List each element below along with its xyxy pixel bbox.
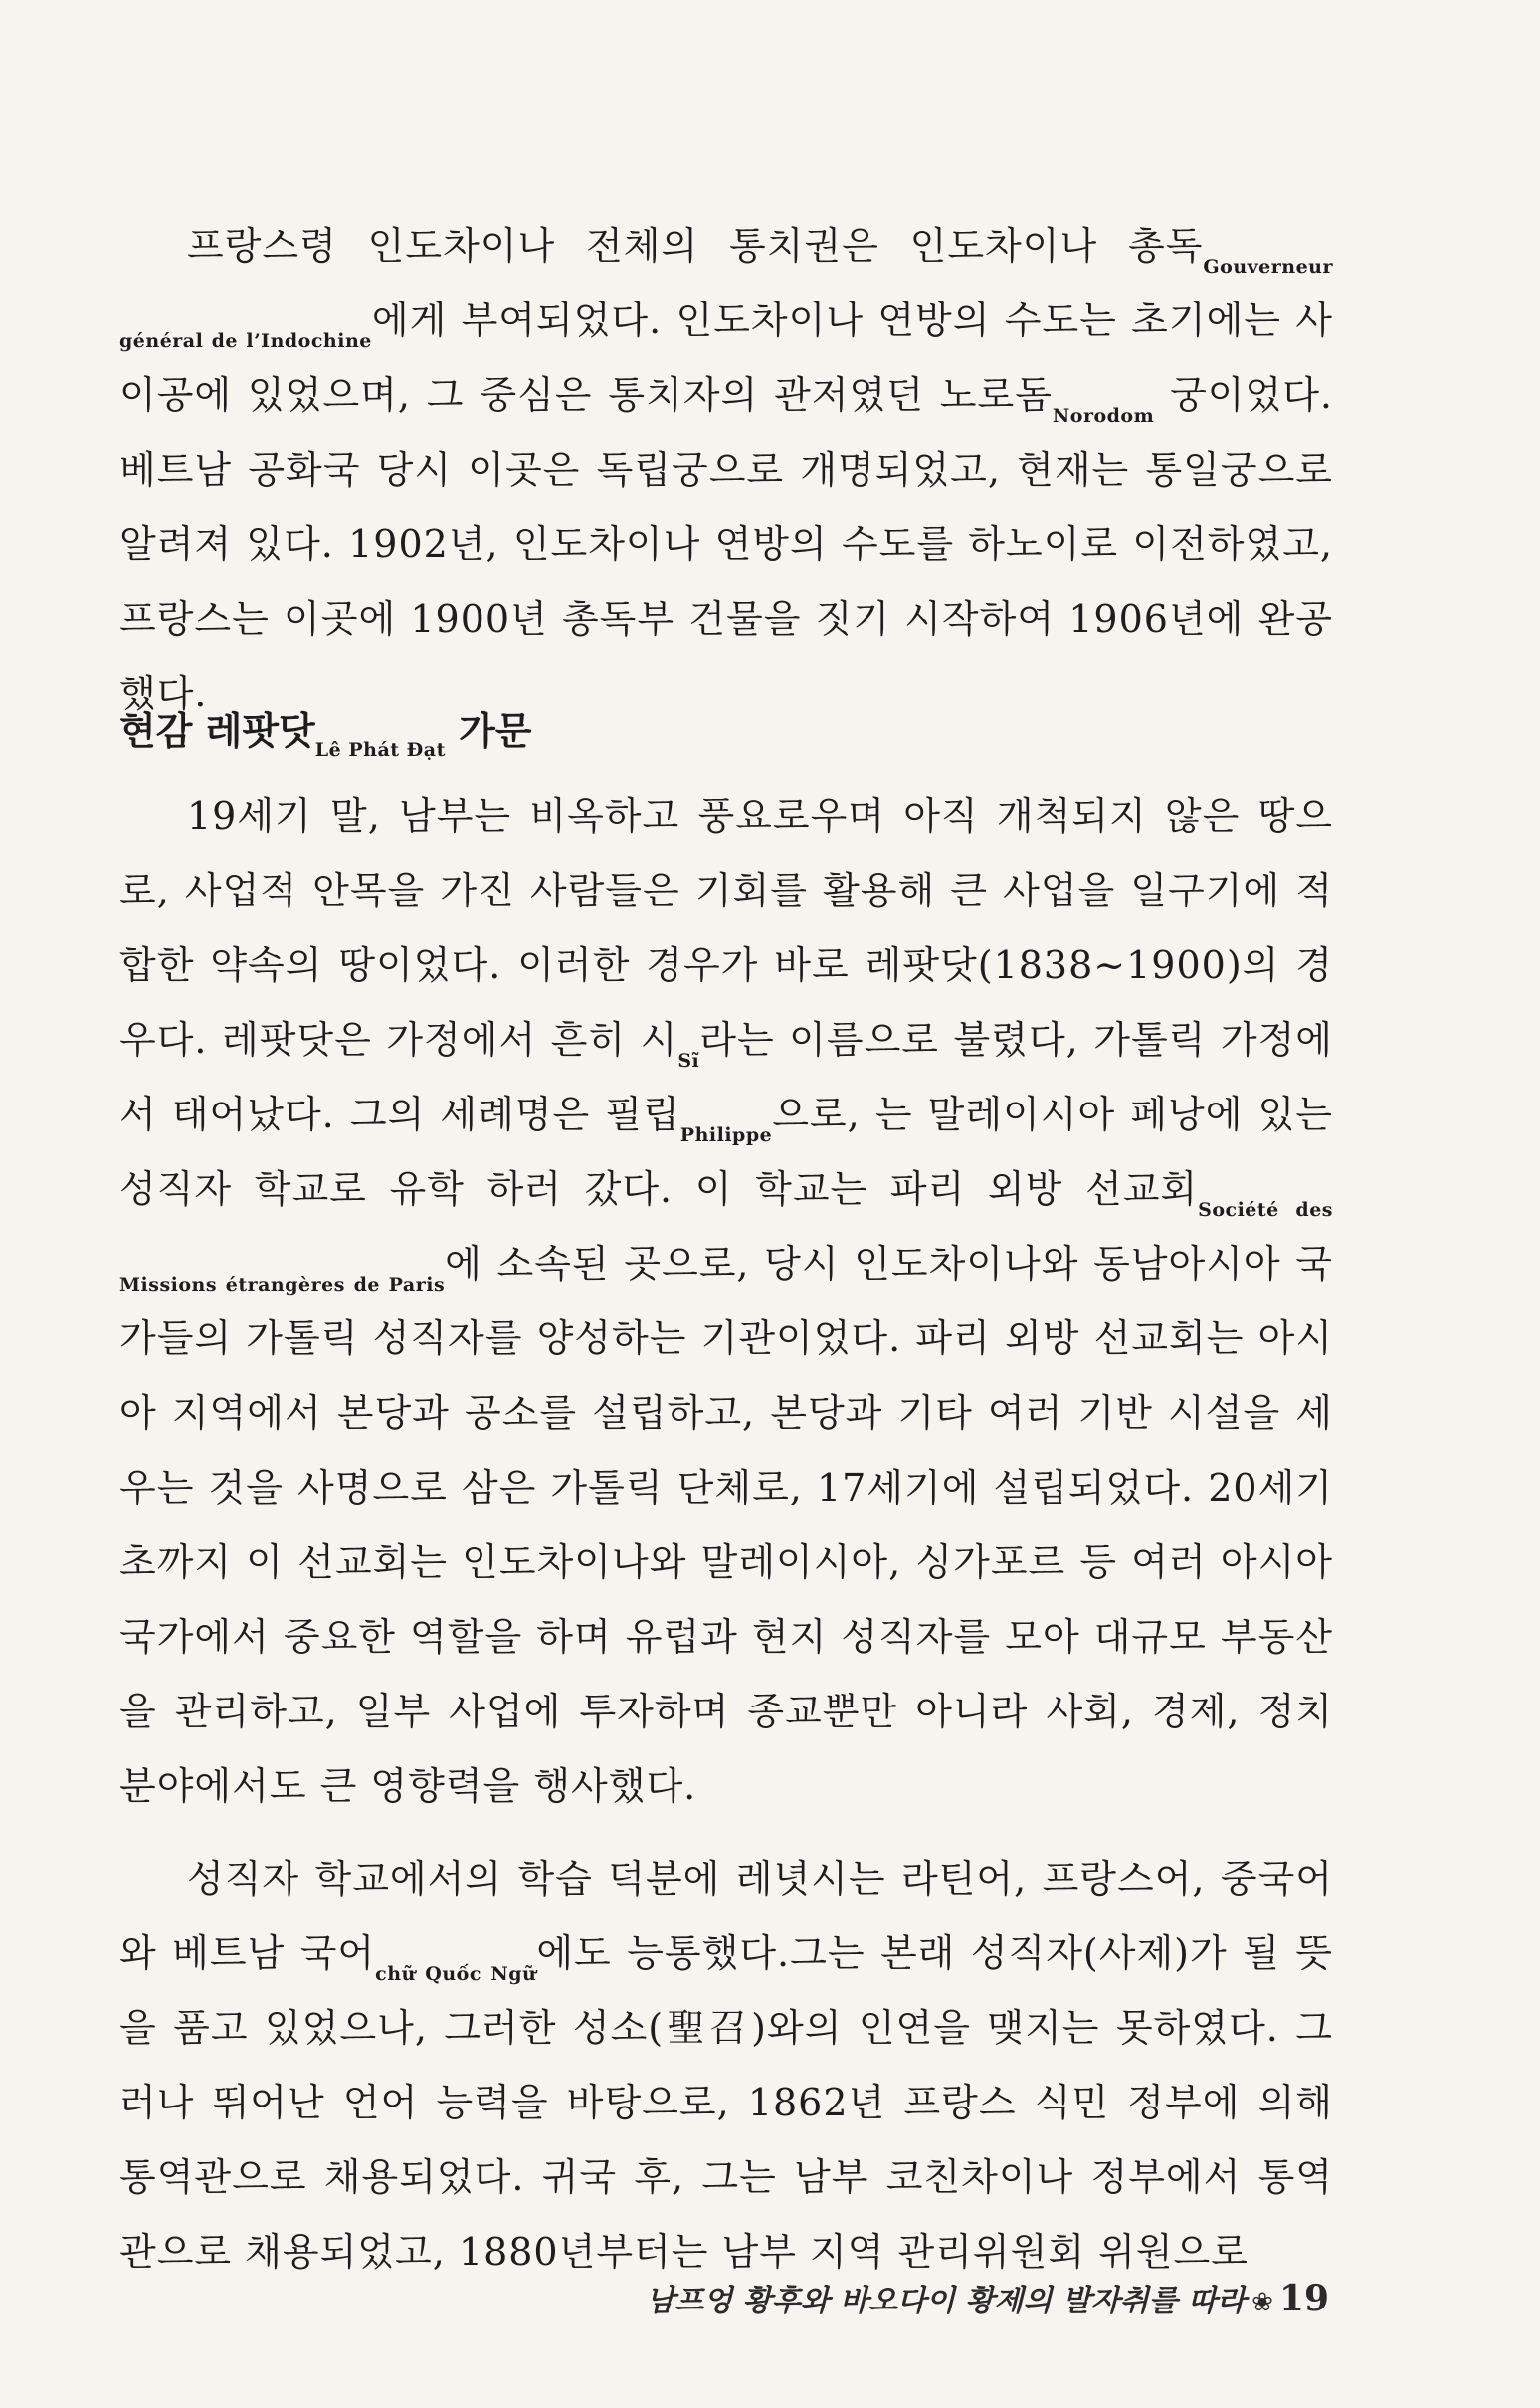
subscript-le-phat-dat: Lê Phát Đạt: [314, 739, 446, 761]
running-title: 남프엉 황후와 바오다이 황제의 발자취를 따라: [646, 2284, 1247, 2318]
para2-text-1: 성직자 학교에서의 학습 덕분에 레녓시는 라틴어, 프랑스어, 중국어와 베트남 국어: [119, 1857, 1333, 1975]
flower-separator-icon: ❀: [1251, 2288, 1273, 2317]
intro-text-2: 에게 부여되었다. 인도차이나 연방의 수도는 초기에는 사이공에 있었으며, 그 중심은 통치자의 관저였던 노로돔: [119, 299, 1334, 417]
heading-suffix: 가문: [445, 709, 532, 753]
intro-paragraph: [119, 209, 1333, 731]
paragraph-education: [119, 1842, 1333, 2290]
intro-text-3: 궁이었다. 베트남 공화국 당시 이곳은 독립궁으로 개명되었고, 현재는 통일궁으로 알려져 있다. 1902년, 인도차이나 연방의 수도를 하노이로 이전하였고, 프랑스는 이곳에 1900년 총독부 건물을 짓기 시작하여 1906년에 완공했다.: [119, 373, 1333, 715]
subscript-gouverneur: Gouverneur général de l’Indochine: [119, 256, 1333, 352]
subscript-societe-des-missions: Société des Missions étrangères de Paris: [119, 1199, 1334, 1296]
para2-text-2: 에도 능통했다.그는 본래 성직자(사제)가 될 뜻을 품고 있었으나, 그러한 성소(聖召)와의 인연을 맺지는 못하였다. 그러나 뛰어난 언어 능력을 바탕으로, 1862년 프랑스 식민 정부에 의해 통역관으로 채용되었다. 귀국 후, 그는 남부 코친차이나 정부에서 통역관으로 채용되었고, 1880년부터는 남부 지역 관리위원회 위원으로: [119, 1931, 1333, 2274]
paragraph-le-phat-dat: [119, 779, 1333, 1824]
paragraph-intro: [119, 209, 1333, 731]
subscript-si: Sĩ: [677, 1050, 700, 1072]
para1-text-2: 라는 이름으로 불렸다, 가톨릭 가정에서 태어났다. 그의 세례명은 필립: [119, 1018, 1333, 1136]
page-footer: [646, 2279, 1329, 2322]
body-text: [119, 779, 1333, 2290]
subscript-norodom: Norodom: [1052, 405, 1155, 427]
para1-text-3: 으로, 는 말레이시아 페낭에 있는 성직자 학교로 유학 하러 갔다. 이 학교는 파리 외방 선교회: [119, 1093, 1333, 1211]
section-heading: [119, 702, 532, 761]
heading-text: 현감 레팟닷: [119, 709, 315, 753]
para1-text-1: 19세기 말, 남부는 비옥하고 풍요로우며 아직 개척되지 않은 땅으로, 사업적 안목을 가진 사람들은 기회를 활용해 큰 사업을 일구기에 적합한 약속의 땅이었다. 이러한 경우가 바로 레팟닷(1838~1900)의 경우다. 레팟닷은 가정에서 흔히 시: [119, 794, 1333, 1062]
subscript-chu-quoc-ngu: chữ Quốc Ngữ: [375, 1963, 537, 1985]
intro-text-1: 프랑스령 인도차이나 전체의 통치권은 인도차이나 총독: [187, 224, 1204, 268]
page-number: 19: [1278, 2278, 1329, 2319]
subscript-philippe: Philippe: [679, 1124, 773, 1146]
para1-text-4: 에 소속된 곳으로, 당시 인도차이나와 동남아시아 국가들의 가톨릭 성직자를 양성하는 기관이었다. 파리 외방 선교회는 아시아 지역에서 본당과 공소를 설립하고, 본당과 기타 여러 기반 시설을 세우는 것을 사명으로 삼은 가톨릭 단체로, 17세기에 설립되었다. 20세기 초까지 이 선교회는 인도차이나와 말레이시아, 싱가포르 등 여러 아시아 국가에서 중요한 역할을 하며 유럽과 현지 성직자를 모아 대규모 부동산을 관리하고, 일부 사업에 투자하며 종교뿐만 아니라 사회, 경제, 정치 분야에서도 큰 영향력을 행사했다.: [119, 1242, 1333, 1808]
